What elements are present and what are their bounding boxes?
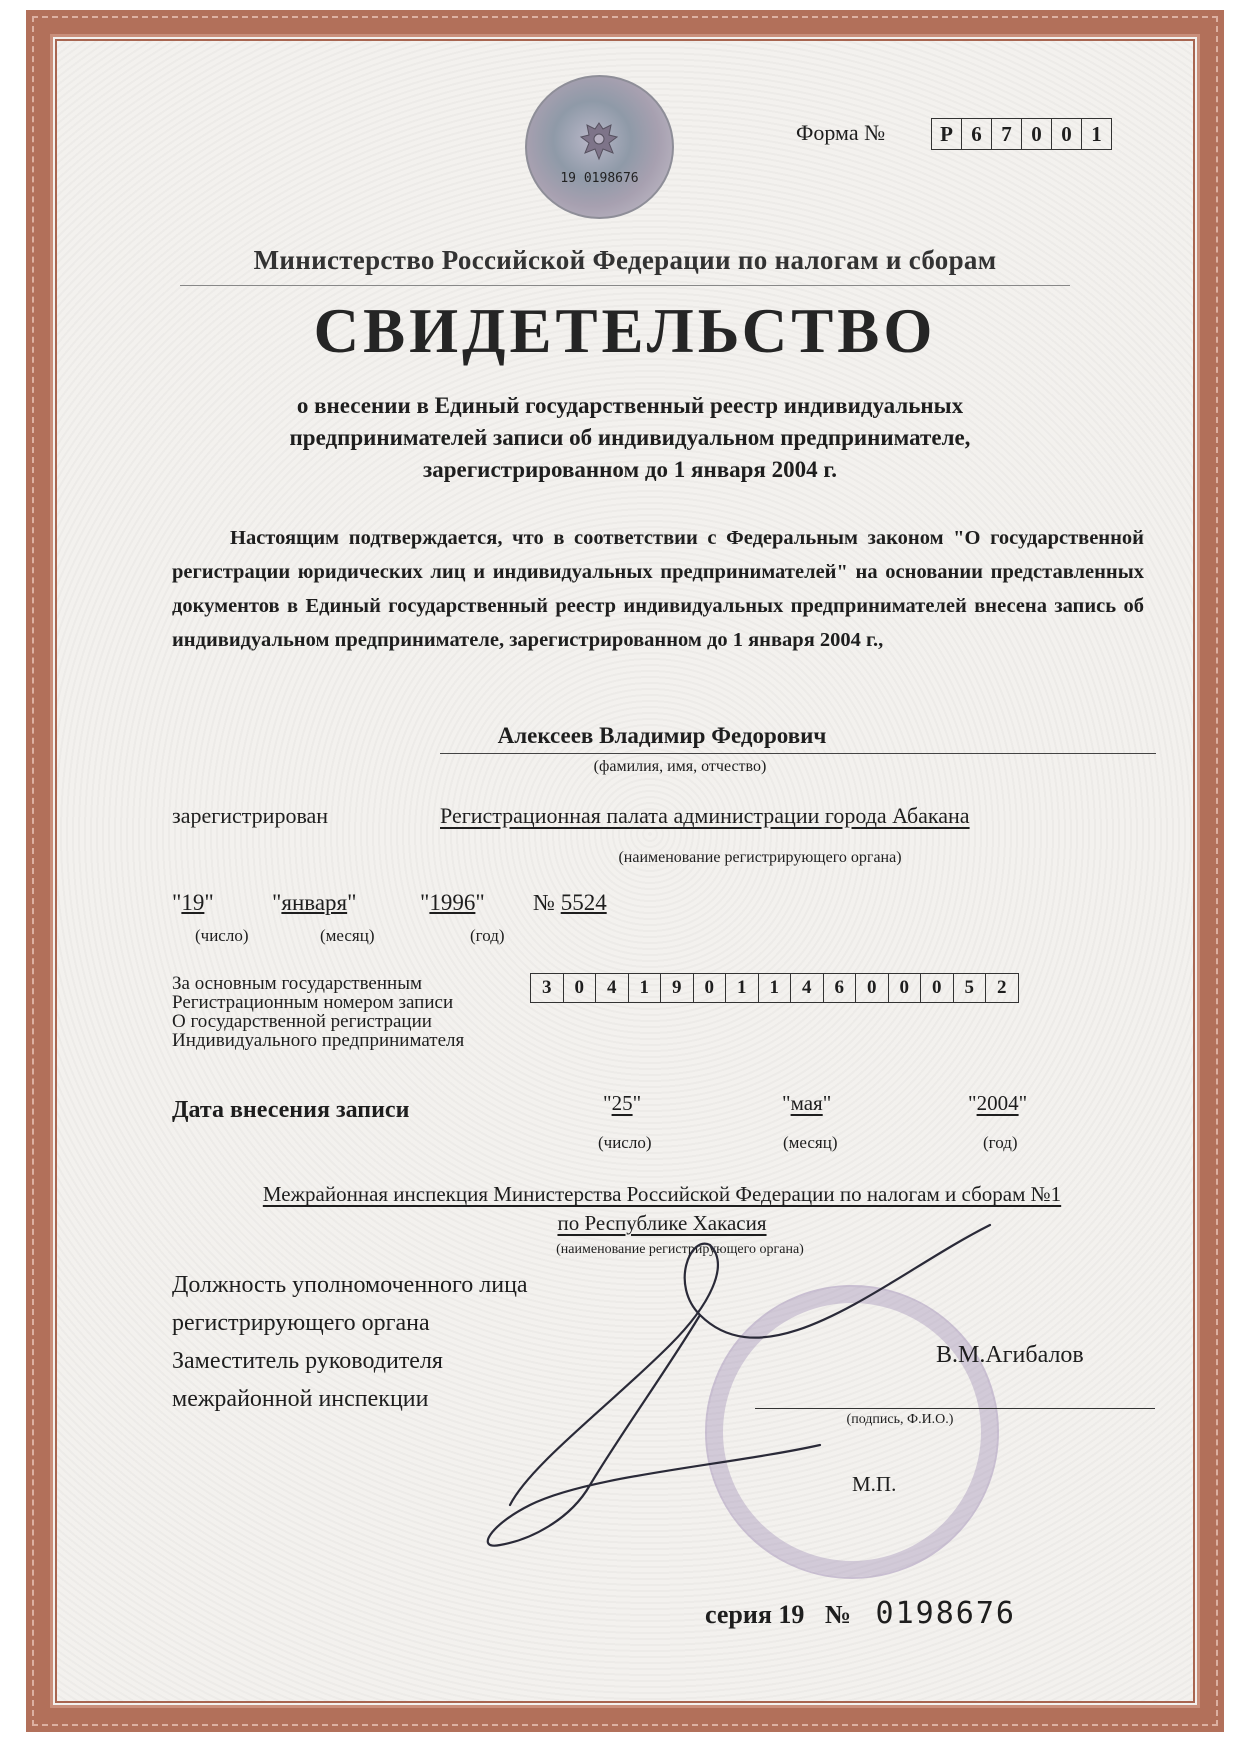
subtitle-line: зарегистрированном до 1 января 2004 г. <box>423 457 837 482</box>
ogrn-digit: 1 <box>759 974 792 1002</box>
entry-year: "2004" <box>968 1091 1028 1115</box>
ogrn-digit: 4 <box>791 974 824 1002</box>
hologram-sticker <box>525 75 674 219</box>
form-code-char: Р <box>932 119 962 149</box>
entry-date-label: Дата внесения записи <box>172 1097 410 1123</box>
entry-day: "25" <box>603 1091 642 1115</box>
day-caption: (число) <box>195 926 249 945</box>
registration-day: "19" <box>172 890 214 915</box>
document-subtitle <box>170 390 1090 486</box>
ministry-divider <box>180 285 1070 286</box>
ministry-heading: Министерство Российской Федерации по налогам и сборам <box>253 245 997 275</box>
authority-caption: (наименование регистрирующего органа) <box>618 849 902 866</box>
confirmation-paragraph: Настоящим подтверждается, что в соответствии с Федеральным законом "О государственной регистрации юридических лиц и индивидуальных предпринимателей" на основании представленных документов в Единый государственный реестр индивидуальных предпринимателей внесена запись об индивидуальном предпринимателе, зарегистрированном до 1 января 2004 г., <box>172 527 1144 651</box>
name-underline <box>440 753 1156 754</box>
eagle-crest-icon <box>575 117 623 165</box>
official-position: Должность уполномоченного лица регистрирующего органа Заместитель руководителя межрайонной инспекции <box>172 1272 528 1412</box>
form-code-char: 1 <box>1091 122 1102 146</box>
registration-number: № 5524 <box>533 890 607 915</box>
ogrn-label: За основным государственным Регистрационным номером записи О государственной регистрации Индивидуального предпринимателя <box>172 973 465 1051</box>
ogrn-digit: 9 <box>661 974 694 1002</box>
seal-place-label: М.П. <box>852 1472 897 1496</box>
handwritten-signature <box>470 1205 1030 1565</box>
month-caption: (месяц) <box>320 926 375 945</box>
form-code-char: 0 <box>1052 119 1082 149</box>
ogrn-digit: 6 <box>824 974 857 1002</box>
ogrn-digit: 5 <box>954 974 987 1002</box>
ogrn-digit: 0 <box>564 974 597 1002</box>
year-caption: (год) <box>470 926 505 945</box>
document-title: СВИДЕТЕЛЬСТВО <box>313 296 937 366</box>
name-caption: (фамилия, имя, отчество) <box>593 758 767 775</box>
ogrn-digit: 1 <box>726 974 759 1002</box>
inspection-authority: Межрайонная инспекция Министерства Российской Федерации по налогам и сборам №1 по Республике Хакасия <box>262 1182 1062 1235</box>
form-code-boxes <box>931 118 1112 150</box>
entry-year-caption: (год) <box>983 1133 1018 1152</box>
ogrn-number-boxes <box>530 973 1019 1003</box>
ogrn-digit: 0 <box>921 974 954 1002</box>
ogrn-digit: 0 <box>856 974 889 1002</box>
registration-month: "января" <box>272 890 357 915</box>
form-code-char: 6 <box>962 119 992 149</box>
ogrn-digit: 1 <box>629 974 662 1002</box>
registration-year: "1996" <box>420 890 485 915</box>
hologram-number: 19 0198676 <box>560 171 639 186</box>
form-code-char: 0 <box>1022 119 1052 149</box>
signature-underline <box>755 1408 1155 1409</box>
form-label: Форма № <box>796 120 886 145</box>
subtitle-line: предпринимателей записи об индивидуальном предпринимателе, <box>289 425 971 450</box>
ogrn-digit: 0 <box>889 974 922 1002</box>
ogrn-digit: 0 <box>694 974 727 1002</box>
entry-month-caption: (месяц) <box>783 1133 838 1152</box>
registered-label: зарегистрирован <box>172 803 329 828</box>
registering-authority: Регистрационная палата администрации города Абакана <box>440 803 970 828</box>
ogrn-digit: 2 <box>997 977 1007 998</box>
ogrn-digit: 4 <box>596 974 629 1002</box>
ogrn-digit: 3 <box>531 974 564 1002</box>
inspection-caption: (наименование регистрирующего органа) <box>556 1242 804 1257</box>
subtitle-line: о внесении в Единый государственный реестр индивидуальных <box>296 393 964 418</box>
entry-month: "мая" <box>782 1091 832 1115</box>
signer-name: В.М.Агибалов <box>936 1342 1084 1368</box>
entrepreneur-name: Алексеев Владимир Федорович <box>497 723 827 748</box>
entry-day-caption: (число) <box>598 1133 652 1152</box>
signature-caption: (подпись, Ф.И.О.) <box>846 1412 954 1427</box>
form-code-char: 7 <box>992 119 1022 149</box>
series-number: серия 19 № 0198676 <box>705 1596 1016 1631</box>
